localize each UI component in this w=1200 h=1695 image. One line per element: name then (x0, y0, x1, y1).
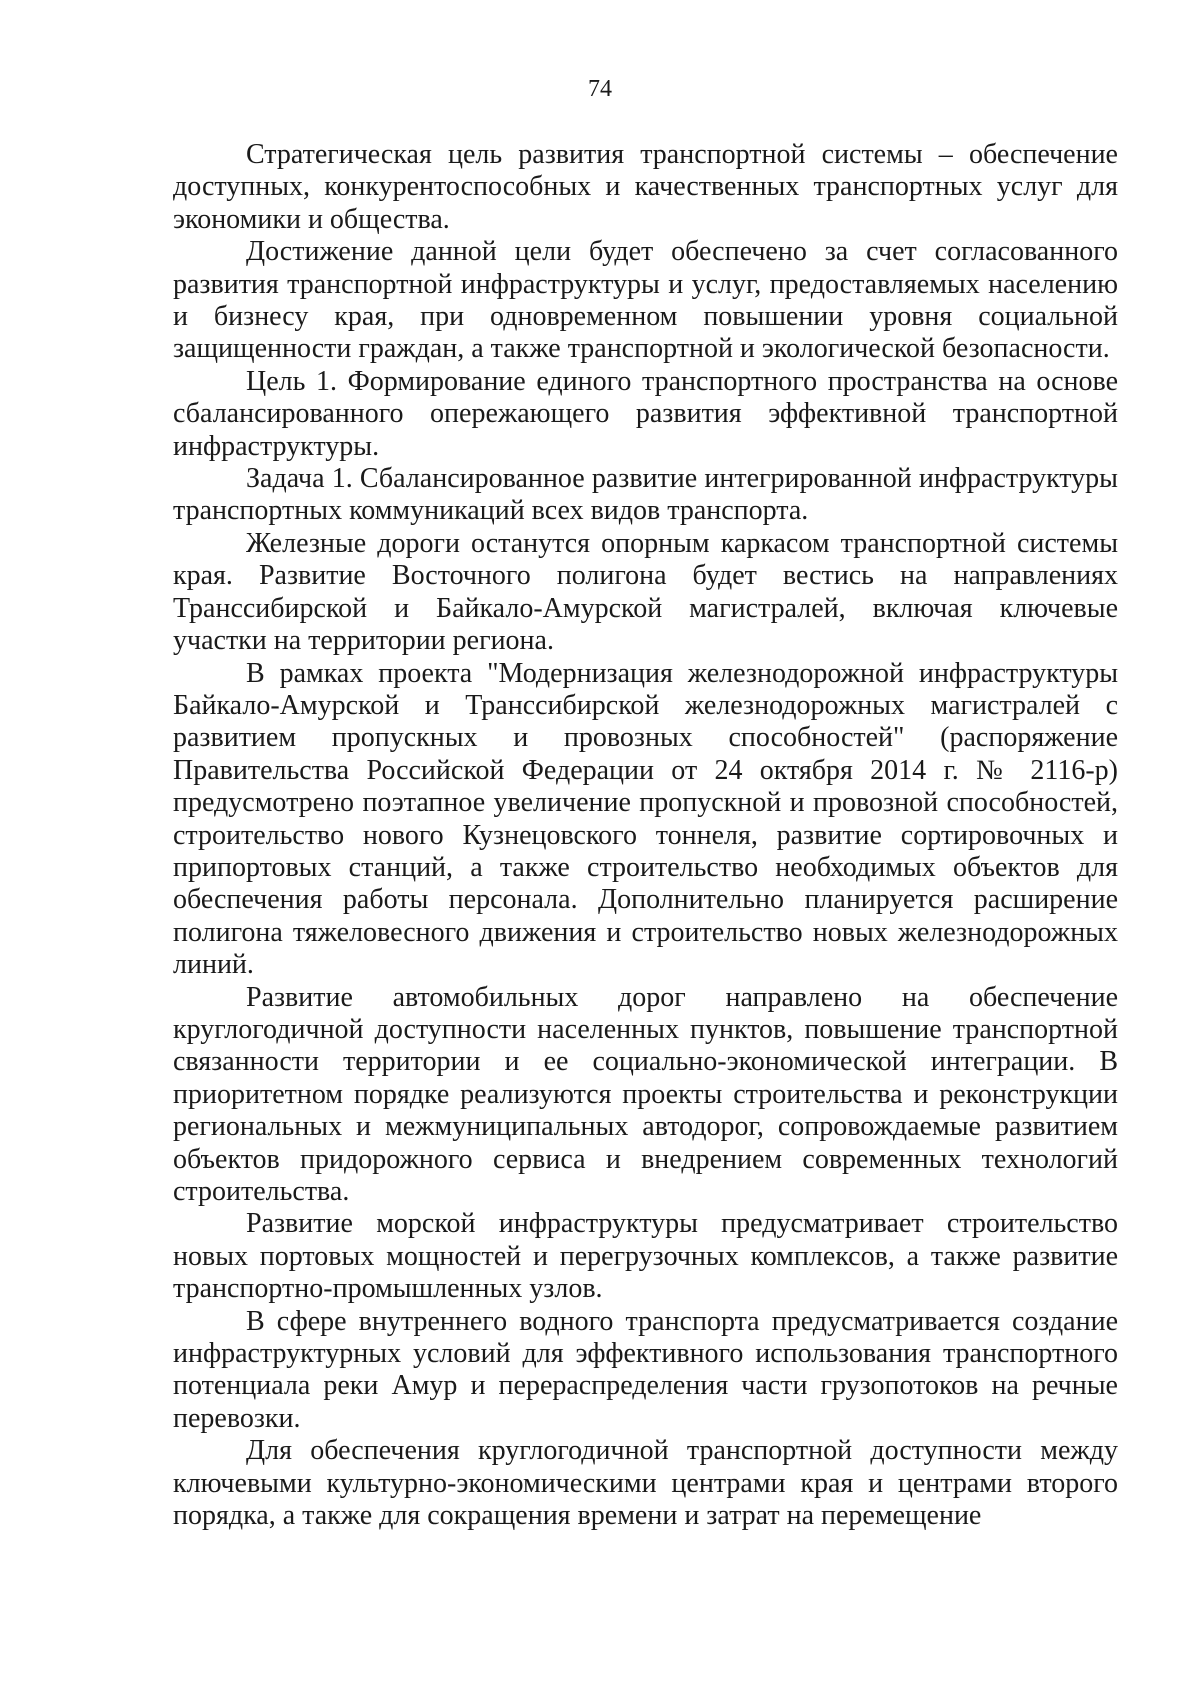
paragraph-railways: Железные дороги останутся опорным каркасом транспортной системы края. Развитие Восточного полигона будет вестись на направлениях Транссибирской и Байкало-Амурской магистралей, включая ключевые участки на территории региона. (173, 527, 1118, 657)
paragraph-modernization-project: В рамках проекта "Модернизация железнодорожной инфраструктуры Байкало-Амурской и Транссибирской железнодорожных магистралей с развитием пропускных и провозных способностей" (распоряжение Правительства Российской Федерации от 24 октября 2014 г. № 2116-р) предусмотрено поэтапное увеличение пропускной и провозной способностей, строительство нового Кузнецовского тоннеля, развитие сортировочных и припортовых станций, а также строительство необходимых объектов для обеспечения работы персонала. Дополнительно планируется расширение полигона тяжеловесного движения и строительство новых железнодорожных линий. (173, 657, 1118, 981)
paragraph-inland-water: В сфере внутреннего водного транспорта предусматривается создание инфраструктурных условий для эффективного использования транспортного потенциала реки Амур и перераспределения части грузопотоков на речные перевозки. (173, 1305, 1118, 1434)
paragraph-goal-1: Цель 1. Формирование единого транспортного пространства на основе сбалансированного опережающего развития эффективной транспортной инфраструктуры. (173, 365, 1118, 462)
paragraph-strategic-goal: Стратегическая цель развития транспортной системы – обеспечение доступных, конкурентоспособных и качественных транспортных услуг для экономики и общества. (173, 139, 1118, 235)
paragraph-roads: Развитие автомобильных дорог направлено на обеспечение круглогодичной доступности населенных пунктов, повышение транспортной связанности территории и ее социально-экономической интеграции. В приоритетном порядке реализуются проекты строительства и реконструкции региональных и межмуниципальных автодорог, сопровождаемые развитием объектов придорожного сервиса и внедрением современных технологий строительства. (173, 981, 1118, 1207)
body-text (173, 139, 1118, 1532)
paragraph-task-1: Задача 1. Сбалансированное развитие интегрированной инфраструктуры транспортных коммуникаций всех видов транспорта. (173, 463, 1118, 527)
paragraph-maritime: Развитие морской инфраструктуры предусматривает строительство новых портовых мощностей и перегрузочных комплексов, а также развитие транспортно-промышленных узлов. (173, 1208, 1118, 1305)
paragraph-goal-achievement: Достижение данной цели будет обеспечено за счет согласованного развития транспортной инфраструктуры и услуг, предоставляемых населению и бизнесу края, при одновременном повышении уровня социальной защищенности граждан, а также транспортной и экологической безопасности. (173, 236, 1118, 365)
page-number: 74 (588, 76, 612, 102)
paragraph-year-round-access: Для обеспечения круглогодичной транспортной доступности между ключевыми культурно-экономическими центрами края и центрами второго порядка, а также для сокращения времени и затрат на перемещение (173, 1435, 1118, 1532)
